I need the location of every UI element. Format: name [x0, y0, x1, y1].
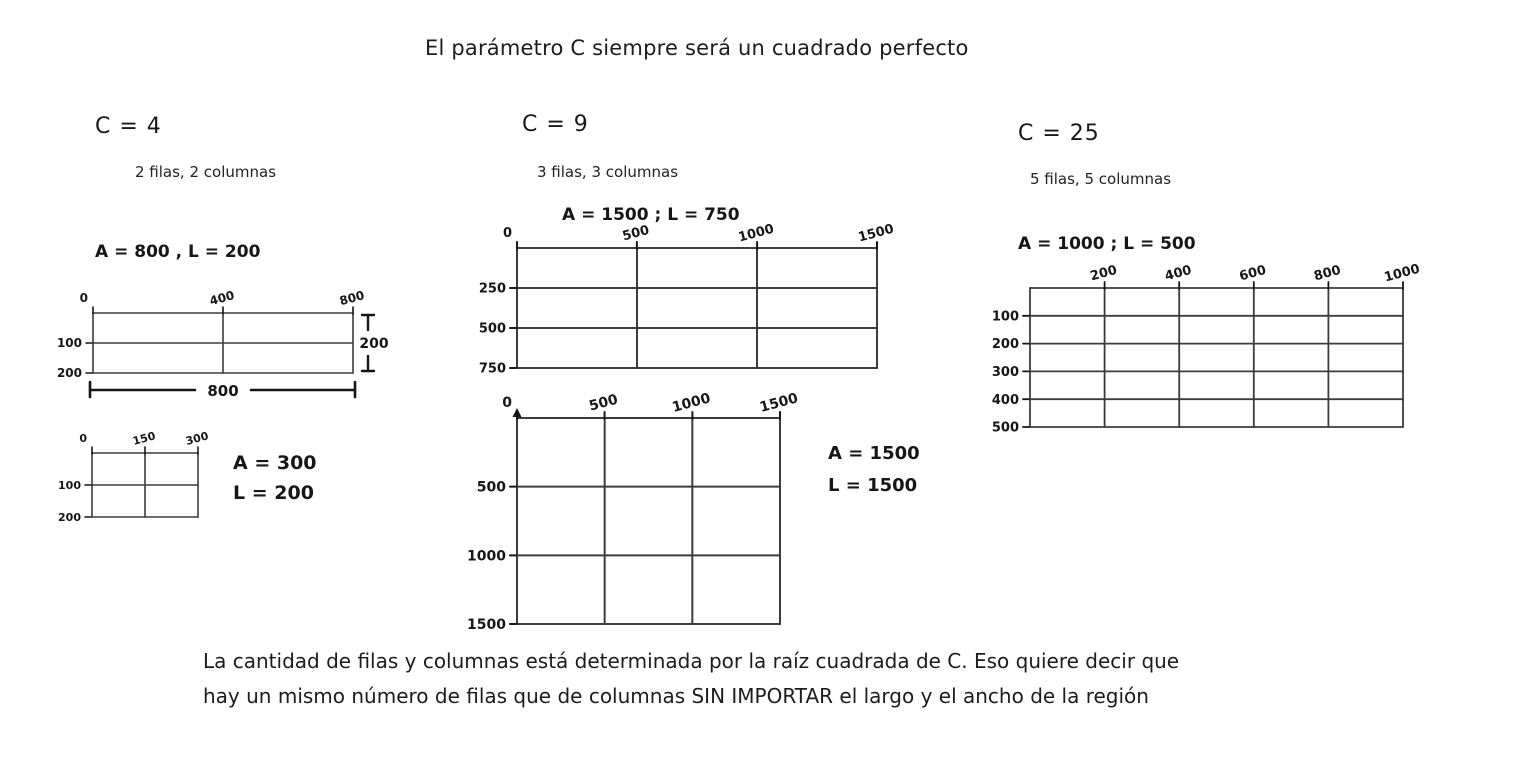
panel-c25-heading: C = 25: [1018, 121, 1100, 146]
x-tick-label: 300: [184, 429, 210, 448]
width-dimension-label: 800: [207, 382, 239, 400]
x-tick-label: 800: [1312, 262, 1343, 285]
y-tick-label: 500: [476, 479, 506, 496]
x-tick-label: 800: [338, 288, 366, 309]
x-tick-label: 0: [79, 432, 87, 445]
x-tick-label: 1500: [856, 221, 896, 246]
x-tick-label: 400: [1163, 262, 1194, 285]
y-tick-label: 500: [991, 420, 1019, 436]
y-tick-label: 400: [991, 392, 1019, 408]
figure-side-label: A = 1500: [828, 443, 920, 464]
y-tick-label: 100: [991, 309, 1019, 325]
y-tick-label: 200: [58, 510, 81, 524]
c9-grid-wide: [479, 205, 896, 377]
footer-line-1: La cantidad de filas y columnas está determinada por la raíz cuadrada de C. Eso quiere decir que: [203, 649, 1180, 673]
x-tick-label: 150: [131, 429, 157, 448]
panel-c4-subheading: 2 filas, 2 columnas: [135, 163, 277, 181]
panel-c25-subheading: 5 filas, 5 columnas: [1030, 170, 1172, 188]
x-tick-label: 400: [208, 288, 236, 309]
figure-side-label: L = 200: [233, 482, 314, 504]
x-tick-label: 0: [502, 226, 512, 241]
y-tick-label: 200: [56, 366, 82, 381]
y-tick-label: 750: [478, 361, 506, 377]
panel-c4-heading: C = 4: [95, 114, 162, 139]
figure-side-label: A = 300: [233, 452, 317, 474]
x-tick-label: 1000: [1382, 261, 1422, 286]
x-tick-label: 1000: [670, 390, 713, 416]
y-axis-arrow-icon: [513, 408, 522, 417]
x-tick-label: 200: [1088, 262, 1119, 285]
c4-grid-small: [58, 429, 316, 524]
panel-c9-heading: C = 9: [522, 112, 589, 137]
footer-note: [203, 644, 1343, 714]
figure-annotation: A = 1500 ; L = 750: [562, 205, 740, 225]
page-title: El parámetro C siempre será un cuadrado perfecto: [425, 36, 969, 60]
figure-annotation: A = 1000 ; L = 500: [1018, 234, 1196, 254]
figure-annotation: A = 800 , L = 200: [95, 242, 261, 262]
height-dimension-label: 200: [359, 336, 389, 352]
y-tick-label: 1500: [467, 616, 506, 633]
x-tick-label: 1500: [758, 390, 800, 416]
x-tick-label: 500: [587, 391, 620, 415]
x-tick-label: 500: [620, 222, 652, 245]
x-tick-label: 0: [79, 291, 88, 305]
c4-grid-main: [57, 242, 389, 400]
x-tick-label: 600: [1237, 262, 1268, 285]
y-tick-label: 100: [56, 336, 82, 351]
y-tick-label: 500: [478, 321, 506, 337]
c9-grid-square: [467, 390, 920, 633]
y-tick-label: 100: [58, 478, 81, 492]
panel-c9-subheading: 3 filas, 3 columnas: [537, 163, 679, 181]
y-tick-label: 300: [991, 364, 1019, 380]
y-tick-label: 1000: [467, 548, 506, 565]
c25-grid: [992, 234, 1422, 436]
y-tick-label: 200: [991, 337, 1019, 353]
x-tick-label: 1000: [736, 221, 776, 246]
figure-side-label: L = 1500: [828, 475, 918, 496]
footer-line-2: hay un mismo número de filas que de columnas SIN IMPORTAR el largo y el ancho de la región: [203, 684, 1149, 708]
y-tick-label: 250: [478, 281, 506, 297]
x-tick-label: 0: [502, 395, 512, 411]
